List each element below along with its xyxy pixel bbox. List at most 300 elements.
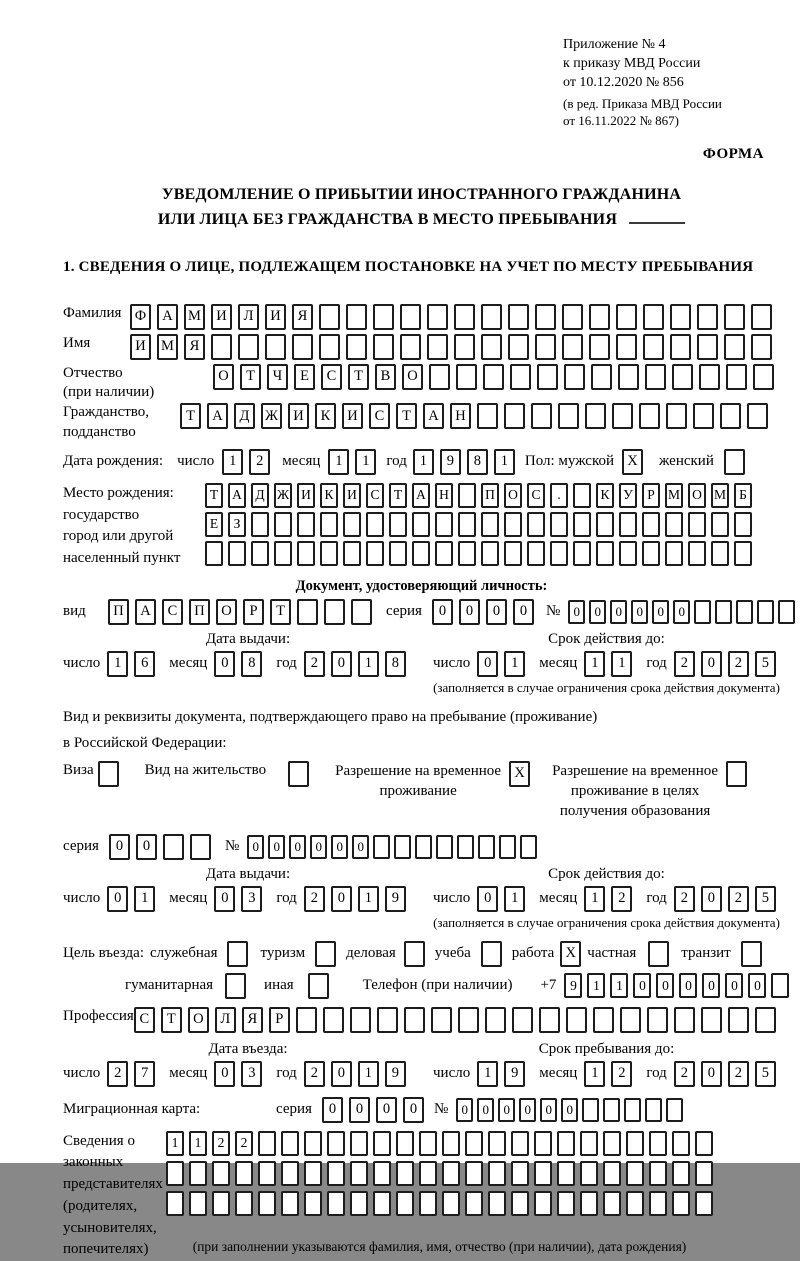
form-cell[interactable]: 5 [755,886,776,912]
form-cell[interactable] [320,512,338,537]
form-cell[interactable]: 1 [504,651,525,677]
form-cell[interactable]: 2 [212,1131,230,1156]
form-cell[interactable]: Т [205,483,223,508]
form-cell[interactable]: А [412,483,430,508]
form-cell[interactable] [580,1131,598,1156]
form-cell[interactable] [649,1191,667,1216]
form-cell[interactable] [642,512,660,537]
form-cell[interactable] [396,1191,414,1216]
permit-expiry-month-cells[interactable] [584,886,632,912]
form-cell[interactable] [573,483,591,508]
form-cell[interactable]: С [366,483,384,508]
form-cell[interactable] [419,1131,437,1156]
form-cell[interactable] [550,512,568,537]
form-cell[interactable] [483,364,504,390]
form-cell[interactable] [238,334,259,360]
purpose-official-checkbox[interactable] [227,941,248,967]
form-cell[interactable] [697,304,718,330]
form-cell[interactable] [672,1191,690,1216]
form-cell[interactable] [557,1191,575,1216]
form-cell[interactable] [499,835,516,859]
form-cell[interactable]: 0 [631,600,648,624]
form-cell[interactable] [166,1191,184,1216]
form-cell[interactable] [626,1131,644,1156]
form-cell[interactable] [258,1131,276,1156]
form-cell[interactable]: 2 [611,886,632,912]
form-cell[interactable]: 1 [504,886,525,912]
form-cell[interactable] [665,541,683,566]
form-cell[interactable]: 1 [358,1061,379,1087]
form-cell[interactable]: 0 [331,1061,352,1087]
form-cell[interactable]: 2 [107,1061,128,1087]
form-cell[interactable] [488,1161,506,1186]
form-cell[interactable]: 9 [564,973,582,998]
form-cell[interactable]: К [320,483,338,508]
form-cell[interactable]: 0 [289,835,306,859]
form-cell[interactable]: 0 [702,973,720,998]
form-cell[interactable]: И [130,334,151,360]
form-cell[interactable] [537,364,558,390]
form-cell[interactable]: 1 [358,886,379,912]
doc-expiry-month-cells[interactable] [584,651,632,677]
form-cell[interactable] [297,512,315,537]
form-cell[interactable]: 0 [679,973,697,998]
form-cell[interactable] [373,334,394,360]
form-cell[interactable] [674,1007,695,1033]
form-cell[interactable] [711,512,729,537]
form-cell[interactable]: И [265,304,286,330]
form-cell[interactable] [465,1161,483,1186]
form-cell[interactable]: 1 [477,1061,498,1087]
form-cell[interactable] [454,304,475,330]
firstname-cells[interactable] [130,334,772,360]
form-cell[interactable] [511,1191,529,1216]
form-cell[interactable] [481,941,502,967]
form-cell[interactable] [726,364,747,390]
form-cell[interactable] [319,334,340,360]
form-cell[interactable] [504,512,522,537]
form-cell[interactable] [327,1161,345,1186]
form-cell[interactable]: X [622,449,643,475]
form-cell[interactable] [512,1007,533,1033]
permit-expiry-day-cells[interactable] [477,886,525,912]
form-cell[interactable]: 0 [136,834,157,860]
form-cell[interactable] [665,512,683,537]
form-cell[interactable] [377,1007,398,1033]
form-cell[interactable] [734,541,752,566]
form-cell[interactable]: О [213,364,234,390]
form-cell[interactable] [648,941,669,967]
form-cell[interactable] [755,1007,776,1033]
form-cell[interactable] [458,483,476,508]
form-cell[interactable] [645,1098,662,1122]
form-cell[interactable]: 1 [611,651,632,677]
form-cell[interactable]: А [423,403,444,429]
birthplace-row2-cells[interactable] [205,512,752,537]
form-cell[interactable] [458,512,476,537]
form-cell[interactable]: Т [389,483,407,508]
form-cell[interactable] [323,1007,344,1033]
form-cell[interactable] [557,1161,575,1186]
form-cell[interactable] [645,364,666,390]
form-cell[interactable]: П [189,599,210,625]
form-cell[interactable] [573,541,591,566]
form-cell[interactable] [624,1098,641,1122]
form-cell[interactable] [734,512,752,537]
form-cell[interactable] [258,1161,276,1186]
form-cell[interactable]: У [619,483,637,508]
form-cell[interactable] [558,403,579,429]
form-cell[interactable]: Ж [274,483,292,508]
form-cell[interactable] [478,835,495,859]
form-cell[interactable]: 9 [385,886,406,912]
form-cell[interactable] [225,973,246,999]
form-cell[interactable]: Р [642,483,660,508]
form-cell[interactable]: В [375,364,396,390]
form-cell[interactable] [189,1191,207,1216]
permit-issue-month-cells[interactable] [214,886,262,912]
form-cell[interactable] [442,1191,460,1216]
form-cell[interactable]: Ч [267,364,288,390]
middlename-cells[interactable] [213,364,774,390]
form-cell[interactable] [720,403,741,429]
form-cell[interactable] [771,973,789,998]
form-cell[interactable] [647,1007,668,1033]
form-cell[interactable] [281,1131,299,1156]
form-cell[interactable] [643,334,664,360]
doc-expiry-year-cells[interactable] [674,651,776,677]
form-cell[interactable]: 0 [331,651,352,677]
form-cell[interactable]: О [216,599,237,625]
form-cell[interactable] [580,1191,598,1216]
form-cell[interactable]: 0 [331,886,352,912]
form-cell[interactable]: Е [294,364,315,390]
form-cell[interactable] [458,1007,479,1033]
form-cell[interactable]: А [207,403,228,429]
purpose-work-checkbox[interactable] [560,941,581,967]
form-cell[interactable] [616,304,637,330]
form-cell[interactable] [695,1191,713,1216]
form-cell[interactable]: 8 [241,651,262,677]
doc-type-cells[interactable] [108,599,372,625]
form-cell[interactable]: О [504,483,522,508]
form-cell[interactable]: П [108,599,129,625]
form-cell[interactable] [324,599,345,625]
stay-day-cells[interactable] [477,1061,525,1087]
form-cell[interactable]: 2 [304,886,325,912]
form-cell[interactable] [400,304,421,330]
form-cell[interactable] [639,403,660,429]
form-cell[interactable] [373,835,390,859]
form-cell[interactable]: 0 [352,835,369,859]
form-cell[interactable]: 3 [241,1061,262,1087]
form-cell[interactable]: 0 [349,1097,370,1123]
form-cell[interactable]: 0 [519,1098,536,1122]
form-cell[interactable] [550,541,568,566]
form-cell[interactable]: Б [734,483,752,508]
profession-cells[interactable] [134,1007,776,1033]
representatives-row1-cells[interactable] [166,1131,713,1156]
form-cell[interactable]: 2 [728,1061,749,1087]
form-cell[interactable]: И [343,483,361,508]
form-cell[interactable]: Я [184,334,205,360]
form-cell[interactable]: 0 [456,1098,473,1122]
form-cell[interactable] [350,1191,368,1216]
form-cell[interactable]: 8 [467,449,488,475]
form-cell[interactable] [235,1161,253,1186]
temp-permit-checkbox[interactable] [509,761,530,787]
form-cell[interactable] [619,512,637,537]
form-cell[interactable] [596,512,614,537]
form-cell[interactable]: 2 [304,651,325,677]
form-cell[interactable]: 1 [584,886,605,912]
form-cell[interactable] [697,334,718,360]
form-cell[interactable]: 1 [358,651,379,677]
form-cell[interactable]: С [162,599,183,625]
form-cell[interactable]: 0 [247,835,264,859]
form-cell[interactable]: 1 [328,449,349,475]
form-cell[interactable]: Т [180,403,201,429]
form-cell[interactable]: 2 [674,886,695,912]
permit-number-cells[interactable] [247,835,537,859]
form-cell[interactable] [670,334,691,360]
form-cell[interactable] [366,512,384,537]
form-cell[interactable] [666,1098,683,1122]
form-cell[interactable] [227,941,248,967]
form-cell[interactable] [465,1191,483,1216]
form-cell[interactable]: 0 [701,651,722,677]
form-cell[interactable]: 1 [189,1131,207,1156]
form-cell[interactable]: X [560,941,581,967]
form-cell[interactable]: Л [215,1007,236,1033]
form-cell[interactable]: 0 [432,599,453,625]
form-cell[interactable] [753,364,774,390]
permit-expiry-year-cells[interactable] [674,886,776,912]
form-cell[interactable]: 0 [403,1097,424,1123]
form-cell[interactable]: 8 [385,651,406,677]
form-cell[interactable] [319,304,340,330]
form-cell[interactable]: 6 [134,651,155,677]
form-cell[interactable]: 2 [728,651,749,677]
form-cell[interactable] [350,1131,368,1156]
form-cell[interactable]: 0 [656,973,674,998]
form-cell[interactable]: С [321,364,342,390]
birth-year-cells[interactable] [413,449,515,475]
birthplace-row3-cells[interactable] [205,541,752,566]
form-cell[interactable]: 9 [385,1061,406,1087]
form-cell[interactable] [535,334,556,360]
form-cell[interactable] [582,1098,599,1122]
entry-month-cells[interactable] [214,1061,262,1087]
form-cell[interactable] [778,600,795,624]
form-cell[interactable] [504,541,522,566]
form-cell[interactable]: 1 [107,651,128,677]
form-cell[interactable] [235,1191,253,1216]
phone-cells[interactable] [564,973,789,998]
form-cell[interactable]: Д [251,483,269,508]
permit-issue-year-cells[interactable] [304,886,406,912]
form-cell[interactable]: 0 [725,973,743,998]
form-cell[interactable] [304,1131,322,1156]
form-cell[interactable] [350,1007,371,1033]
form-cell[interactable]: О [402,364,423,390]
form-cell[interactable]: 0 [477,886,498,912]
form-cell[interactable]: Р [269,1007,290,1033]
form-cell[interactable] [343,512,361,537]
form-cell[interactable] [288,761,309,787]
form-cell[interactable] [457,835,474,859]
form-cell[interactable] [456,364,477,390]
purpose-tourism-checkbox[interactable] [315,941,336,967]
form-cell[interactable]: Т [396,403,417,429]
form-cell[interactable] [481,541,499,566]
citizenship-cells[interactable] [180,403,768,429]
form-cell[interactable] [481,512,499,537]
form-cell[interactable] [520,835,537,859]
form-cell[interactable]: X [509,761,530,787]
form-cell[interactable]: 0 [477,1098,494,1122]
form-cell[interactable]: 0 [214,651,235,677]
form-cell[interactable] [603,1131,621,1156]
form-cell[interactable] [281,1161,299,1186]
form-cell[interactable] [593,1007,614,1033]
form-cell[interactable]: 0 [701,886,722,912]
form-cell[interactable] [670,304,691,330]
form-cell[interactable] [566,1007,587,1033]
doc-issue-month-cells[interactable] [214,651,262,677]
form-cell[interactable]: 1 [584,651,605,677]
form-cell[interactable] [580,1161,598,1186]
form-cell[interactable] [672,364,693,390]
form-cell[interactable] [616,334,637,360]
form-cell[interactable]: 2 [235,1131,253,1156]
form-cell[interactable]: Ф [130,304,151,330]
form-cell[interactable]: 1 [494,449,515,475]
form-cell[interactable]: 0 [310,835,327,859]
purpose-business-checkbox[interactable] [404,941,425,967]
form-cell[interactable]: 0 [748,973,766,998]
form-cell[interactable] [535,304,556,330]
form-cell[interactable]: 0 [540,1098,557,1122]
form-cell[interactable]: 1 [355,449,376,475]
representatives-row3-cells[interactable] [166,1191,713,1216]
form-cell[interactable] [404,1007,425,1033]
entry-day-cells[interactable] [107,1061,155,1087]
form-cell[interactable] [643,304,664,330]
form-cell[interactable]: 0 [513,599,534,625]
doc-issue-day-cells[interactable] [107,651,155,677]
form-cell[interactable] [228,541,246,566]
form-cell[interactable]: 1 [134,886,155,912]
form-cell[interactable] [454,334,475,360]
form-cell[interactable] [315,941,336,967]
form-cell[interactable]: А [228,483,246,508]
form-cell[interactable] [166,1161,184,1186]
form-cell[interactable]: 5 [755,651,776,677]
form-cell[interactable]: Ж [261,403,282,429]
form-cell[interactable] [404,941,425,967]
form-cell[interactable]: 2 [249,449,270,475]
form-cell[interactable]: И [297,483,315,508]
form-cell[interactable] [589,334,610,360]
form-cell[interactable] [620,1007,641,1033]
permit-issue-day-cells[interactable] [107,886,155,912]
form-cell[interactable] [481,304,502,330]
form-cell[interactable]: И [342,403,363,429]
form-cell[interactable]: 0 [498,1098,515,1122]
form-cell[interactable] [292,334,313,360]
form-cell[interactable] [672,1131,690,1156]
form-cell[interactable] [695,1131,713,1156]
form-cell[interactable] [412,541,430,566]
form-cell[interactable] [481,334,502,360]
form-cell[interactable] [297,599,318,625]
form-cell[interactable]: 2 [674,651,695,677]
form-cell[interactable] [350,1161,368,1186]
form-cell[interactable] [211,334,232,360]
form-cell[interactable]: 1 [222,449,243,475]
form-cell[interactable] [736,600,753,624]
form-cell[interactable] [296,1007,317,1033]
form-cell[interactable] [98,761,119,787]
form-cell[interactable]: 0 [701,1061,722,1087]
form-cell[interactable] [508,304,529,330]
form-cell[interactable] [724,334,745,360]
form-cell[interactable]: 0 [561,1098,578,1122]
form-cell[interactable]: Я [292,304,313,330]
form-cell[interactable] [626,1191,644,1216]
stay-year-cells[interactable] [674,1061,776,1087]
form-cell[interactable] [389,541,407,566]
form-cell[interactable]: 3 [241,886,262,912]
form-cell[interactable] [649,1131,667,1156]
form-cell[interactable] [373,1131,391,1156]
form-cell[interactable] [693,403,714,429]
form-cell[interactable] [415,835,432,859]
form-cell[interactable]: С [527,483,545,508]
form-cell[interactable]: М [184,304,205,330]
form-cell[interactable]: И [211,304,232,330]
form-cell[interactable] [251,512,269,537]
form-cell[interactable]: Т [348,364,369,390]
form-cell[interactable] [429,364,450,390]
form-cell[interactable] [412,512,430,537]
sex-female-checkbox[interactable] [724,449,745,475]
form-cell[interactable] [694,600,711,624]
form-cell[interactable] [427,304,448,330]
form-cell[interactable] [251,541,269,566]
form-cell[interactable] [511,1131,529,1156]
form-cell[interactable] [442,1161,460,1186]
form-cell[interactable]: 7 [134,1061,155,1087]
form-cell[interactable] [539,1007,560,1033]
form-cell[interactable]: 0 [486,599,507,625]
form-cell[interactable] [701,1007,722,1033]
form-cell[interactable]: 0 [633,973,651,998]
edu-permit-checkbox[interactable] [726,761,747,787]
form-cell[interactable] [435,512,453,537]
form-cell[interactable]: 0 [673,600,690,624]
form-cell[interactable] [435,541,453,566]
form-cell[interactable] [400,334,421,360]
birthplace-row1-cells[interactable] [205,483,752,508]
form-cell[interactable] [396,1131,414,1156]
form-cell[interactable] [163,834,184,860]
visa-checkbox[interactable] [98,761,119,787]
form-cell[interactable]: Р [243,599,264,625]
form-cell[interactable]: О [688,483,706,508]
form-cell[interactable] [534,1161,552,1186]
